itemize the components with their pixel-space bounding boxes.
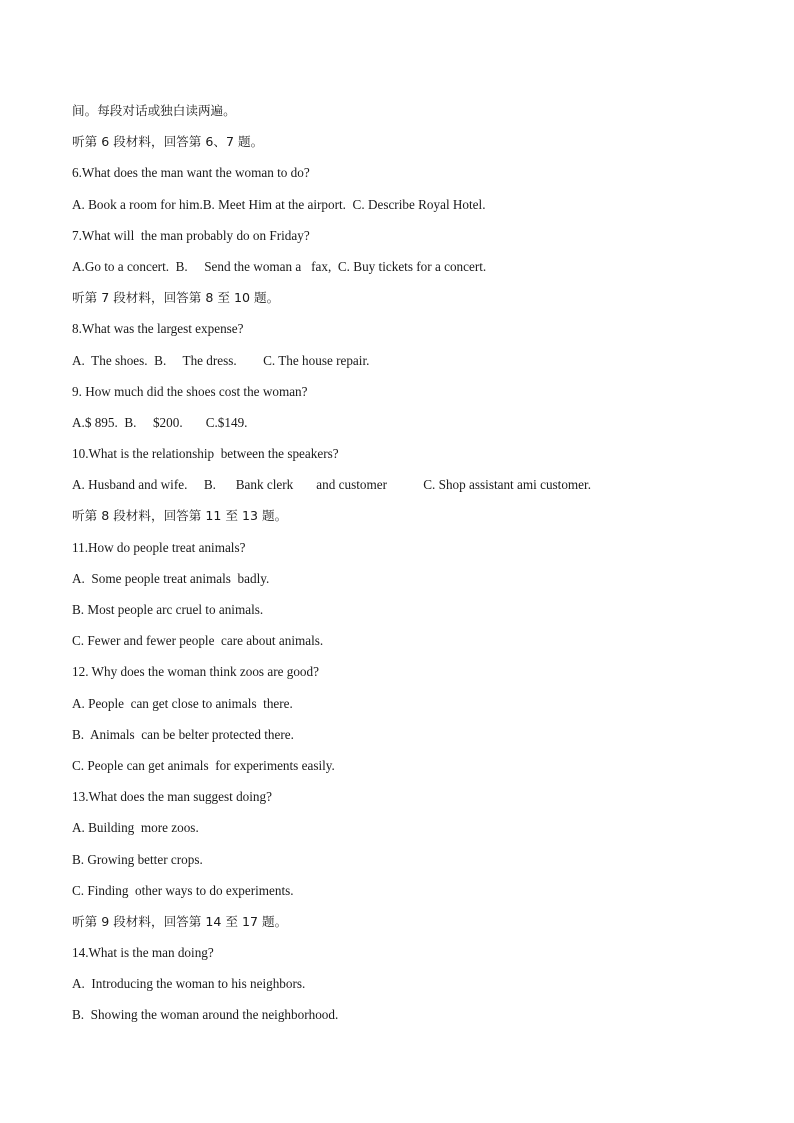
question-7: 7.What will the man probably do on Friday? — [72, 227, 310, 243]
option-12-a: A. People can get close to animals there. — [72, 695, 293, 711]
instruction-line: 间。每段对话或独白读两遍。 — [72, 103, 236, 118]
question-6: 6.What does the man want the woman to do? — [72, 165, 310, 181]
option-13-b: B. Growing better crops. — [72, 851, 203, 867]
options-7: A.Go to a concert. B. Send the woman a fax, C. Buy tickets for a concert. — [72, 258, 487, 274]
option-13-a: A. Building more zoos. — [72, 820, 199, 836]
section-heading-9: 听第 9 段材料，回答第 14 至 17 题。 — [72, 913, 288, 929]
option-11-c: C. Fewer and fewer people care about animals. — [72, 633, 324, 649]
option-11-a: A. Some people treat animals badly. — [72, 570, 270, 586]
option-12-b: B. Animals can be belter protected there. — [72, 726, 294, 742]
question-8: 8.What was the largest expense? — [72, 321, 244, 337]
question-9: 9. How much did the shoes cost the woman? — [72, 383, 308, 399]
question-11: 11.How do people treat animals? — [72, 539, 246, 555]
question-10: 10.What is the relationship between the speakers? — [72, 446, 339, 462]
options-8: A. The shoes. B. The dress. C. The house repair. — [72, 352, 370, 368]
options-9: A.$ 895. B. $200. C.$149. — [72, 414, 248, 430]
document-page — [72, 101, 752, 1037]
section-heading-7: 听第 7 段材料，回答第 8 至 10 题。 — [72, 290, 280, 306]
section-heading-6: 听第 6 段材料，回答第 6、7 题。 — [72, 134, 264, 150]
option-12-c: C. People can get animals for experiments easily. — [72, 757, 335, 773]
question-12: 12. Why does the woman think zoos are good? — [72, 664, 319, 680]
option-13-c: C. Finding other ways to do experiments. — [72, 882, 294, 898]
option-14-a: A. Introducing the woman to his neighbors. — [72, 976, 306, 992]
question-14: 14.What is the man doing? — [72, 945, 214, 961]
options-6: A. Book a room for him.B. Meet Him at the airport. C. Describe Royal Hotel. — [72, 196, 486, 212]
question-13: 13.What does the man suggest doing? — [72, 789, 272, 805]
option-14-b: B. Showing the woman around the neighborhood. — [72, 1007, 339, 1023]
option-11-b: B. Most people arc cruel to animals. — [72, 602, 264, 617]
options-10: A. Husband and wife. B. Bank clerk and customer C. Shop assistant ami customer. — [72, 477, 591, 493]
section-heading-8: 听第 8 段材料，回答第 11 至 13 题。 — [72, 508, 288, 524]
